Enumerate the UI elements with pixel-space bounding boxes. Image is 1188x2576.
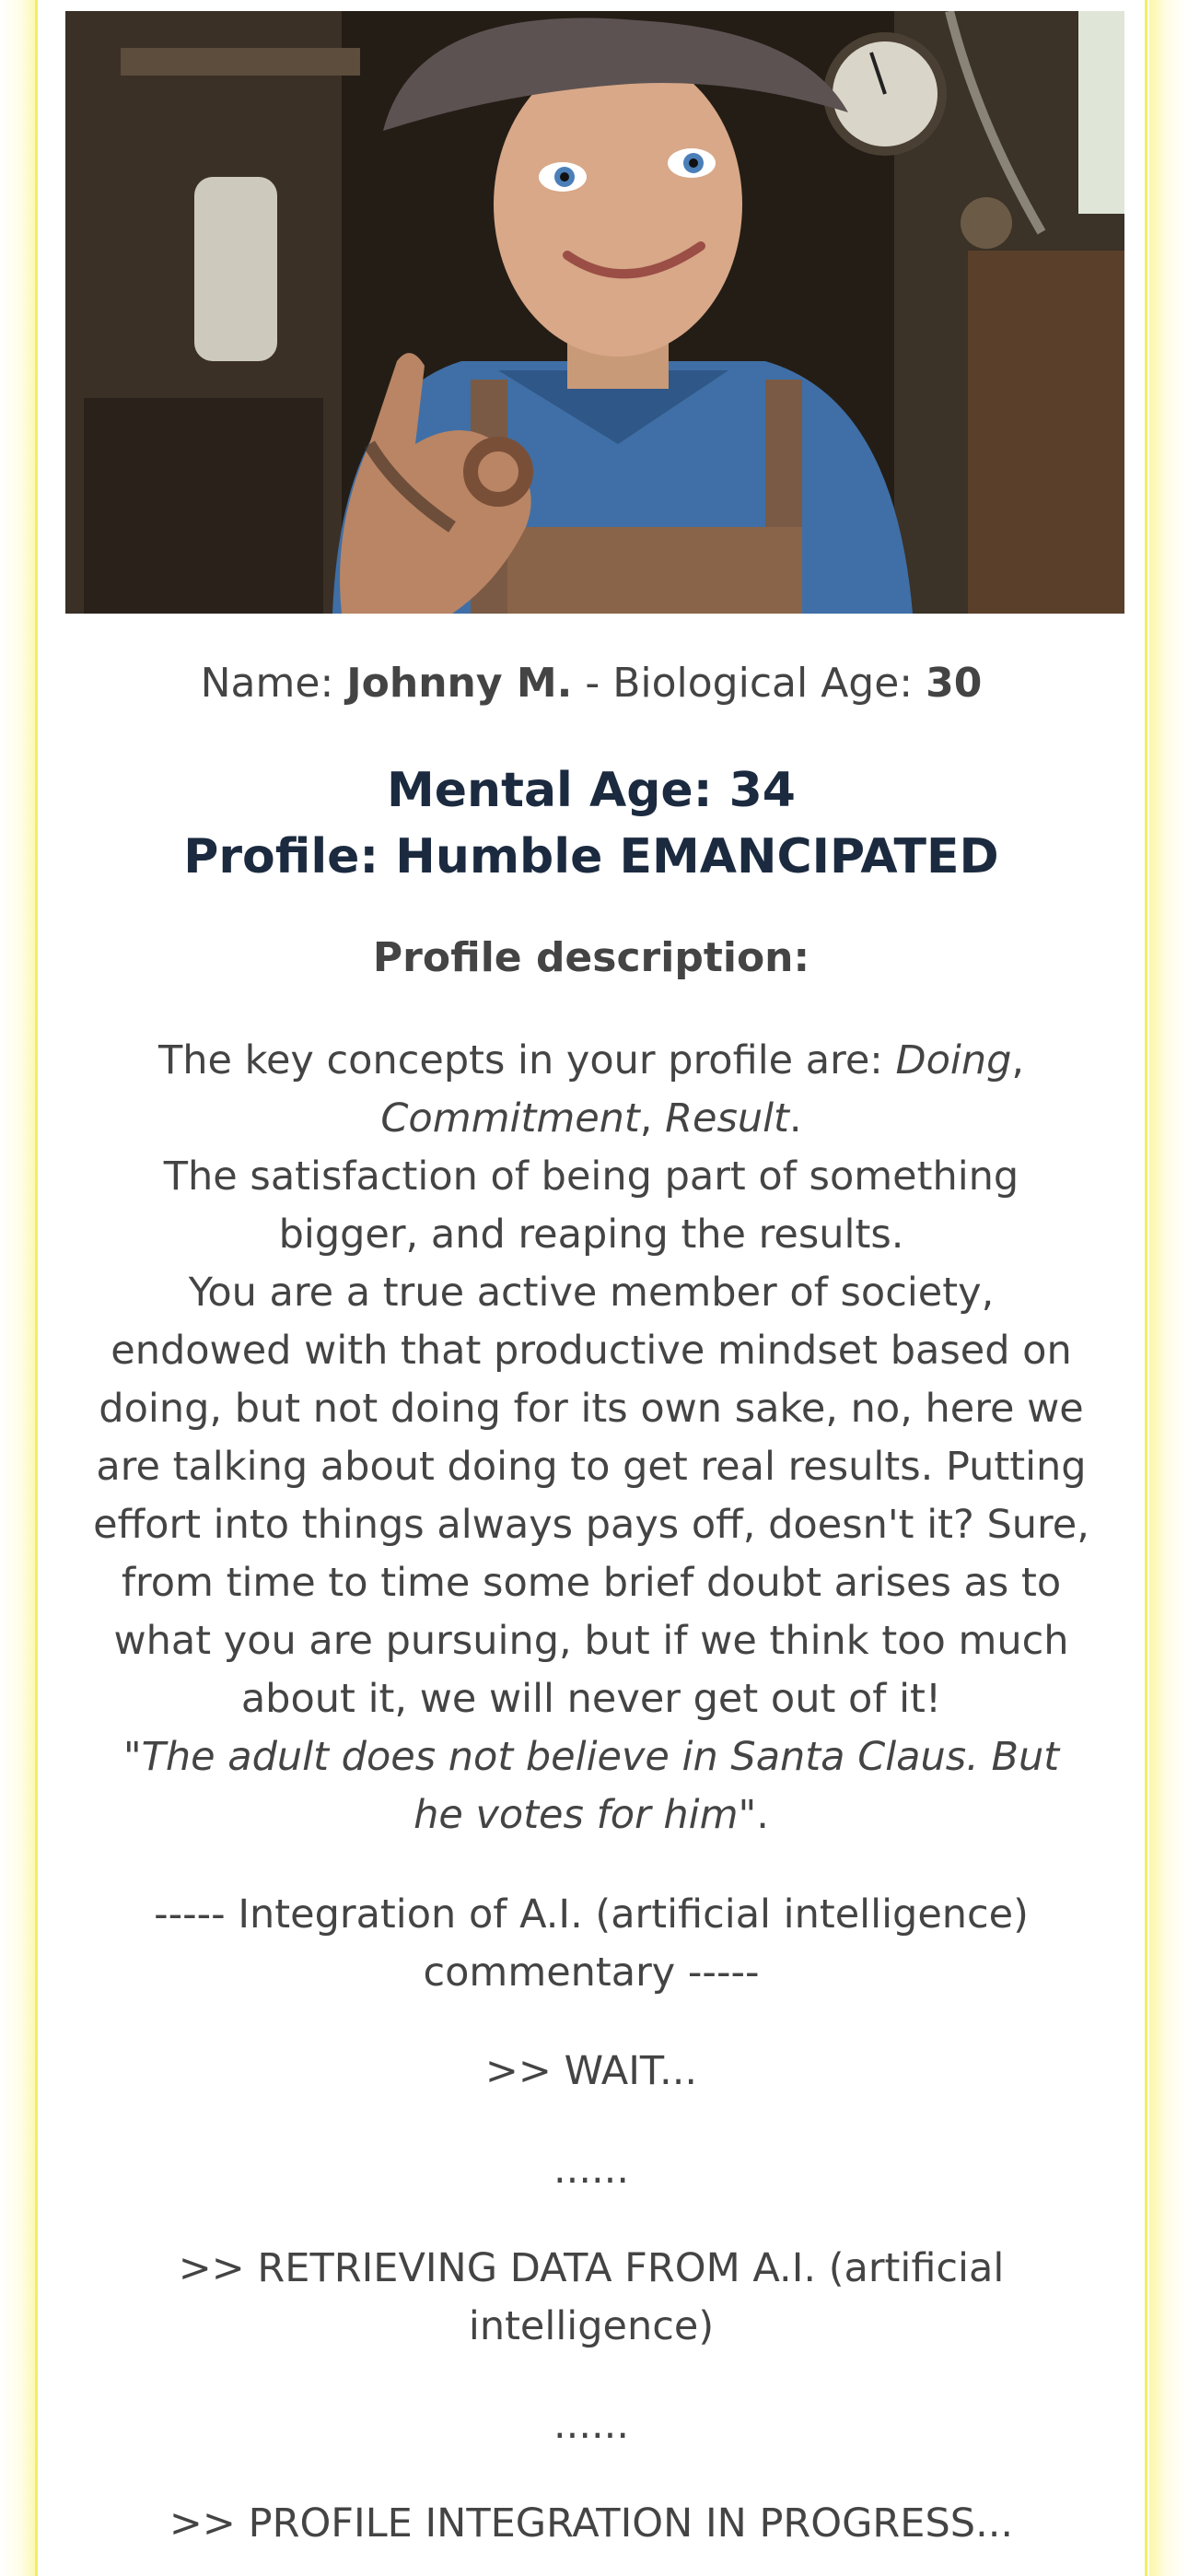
profile-card <box>35 0 1147 2576</box>
quote-close: ". <box>738 1792 769 1838</box>
ai-wait: >> WAIT... <box>484 2048 698 2094</box>
ai-dots-2: ...... <box>553 2402 629 2448</box>
worker-illustration <box>65 11 1124 614</box>
name-value: Johnny M. <box>346 660 573 707</box>
ai-progress: >> PROFILE INTEGRATION IN PROGRESS... <box>169 2500 1014 2547</box>
mental-profile-heading <box>38 757 1145 890</box>
key-sep-2: , <box>639 1095 666 1142</box>
key-concepts <box>93 1032 1089 1148</box>
key-concept-2: Commitment <box>380 1095 640 1142</box>
name-age-line <box>38 656 1145 711</box>
ai-dots-1: ...... <box>553 2147 629 2193</box>
profile-type: Profile: Humble EMANCIPATED <box>183 829 999 884</box>
key-concept-3: Result <box>665 1095 789 1142</box>
quote <box>93 1728 1089 1844</box>
mental-age: Mental Age: 34 <box>387 763 796 818</box>
key-concepts-intro: The key concepts in your profile are: <box>157 1037 896 1083</box>
ai-header: ----- Integration of A.I. (artificial intelligence) commentary ----- <box>154 1891 1029 1996</box>
ai-retrieving: >> RETRIEVING DATA FROM A.I. (artificial intelligence) <box>178 2245 1005 2349</box>
key-sep-1: , <box>1011 1037 1025 1083</box>
age-value: 30 <box>926 660 983 707</box>
profile-description <box>93 1032 1089 1844</box>
age-label: - Biological Age: <box>572 660 926 707</box>
quote-open: " <box>122 1734 142 1780</box>
left-glow <box>0 0 39 2576</box>
name-label: Name: <box>200 660 347 707</box>
description-title: Profile description: <box>372 934 810 981</box>
key-end: . <box>788 1095 802 1142</box>
ai-commentary <box>93 1886 1089 2553</box>
description-paragraph-1: The satisfaction of being part of something bigger, and reaping the results. <box>163 1153 1019 1258</box>
profile-photo <box>65 11 1124 614</box>
quote-text: The adult does not believe in Santa Claus. But he votes for him <box>141 1734 1060 1838</box>
description-paragraph-2: You are a true active member of society, endowed with that productive mindset based on doing, but not doing for its own sake, no, here we are talking about doing to get real results. Putting effort into things always pays off, doesn't it? Sure, from time to time some brief doubt arises as to what you are pursuing, but if we think too much about it, we will never get out of it! <box>93 1270 1089 1722</box>
key-concept-1: Doing <box>895 1037 1012 1083</box>
right-glow <box>1149 0 1188 2576</box>
